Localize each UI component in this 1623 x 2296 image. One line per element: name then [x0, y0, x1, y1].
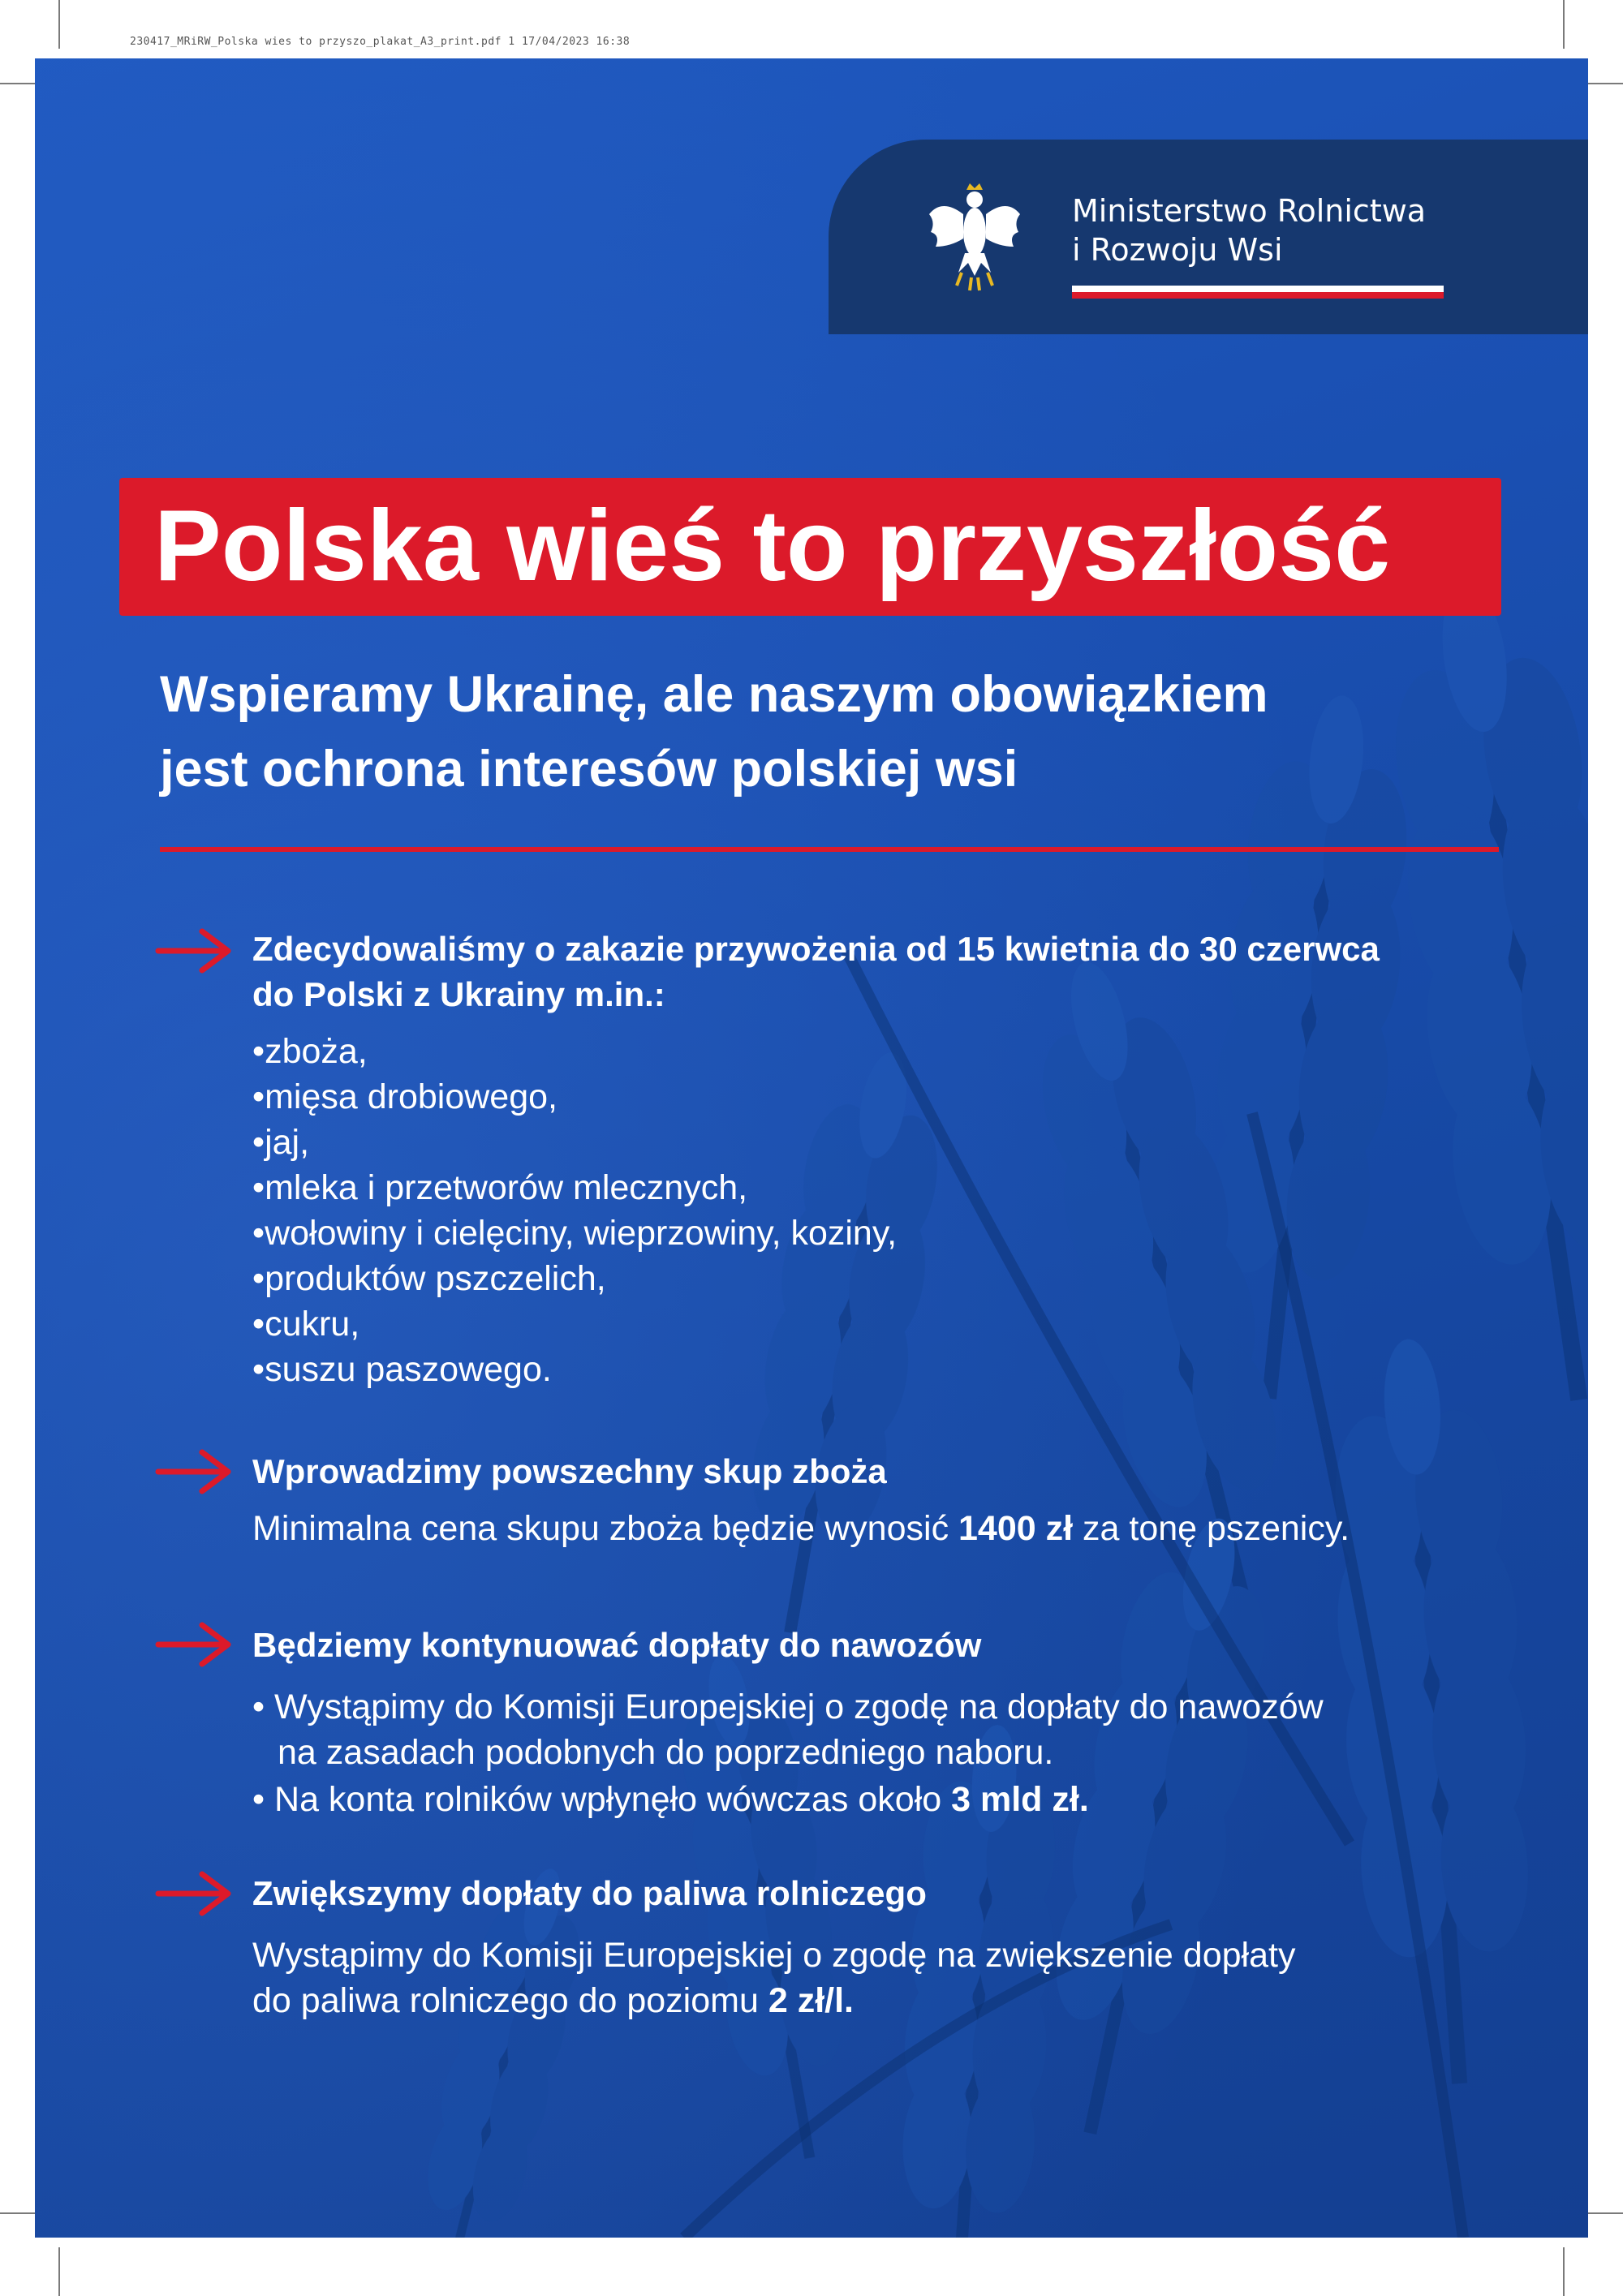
section-text: Minimalna cena skupu zboża będzie wynosić 1400 zł za tonę pszenicy. [252, 1509, 1350, 1548]
list-item: • cukru, [252, 1301, 897, 1347]
subtitle: Wspieramy Ukrainę, ale naszym obowiązkiem jest ochrona interesów polskiej wsi [160, 666, 1268, 798]
arrow-right-icon [155, 1447, 236, 1496]
section-text: na zasadach podobnych do poprzedniego naboru. [278, 1733, 1054, 1772]
section-text: Wystąpimy do Komisji Europejskiej o zgodę na zwiększenie dopłaty [252, 1936, 1296, 1975]
crop-mark [1563, 0, 1565, 49]
section-heading: Zdecydowaliśmy o zakazie przywożenia od 15 kwietnia do 30 czerwca [252, 930, 1380, 968]
title-banner [119, 478, 1501, 616]
print-info-header: 230417_MRiRW_Polska wies to przyszo_plakat_A3_print.pdf 1 17/04/2023 16:38 [130, 36, 631, 48]
section-heading: Zwiększymy dopłaty do paliwa rolniczego [252, 1874, 927, 1912]
section-text: • Wystąpimy do Komisji Europejskiej o zgodę na dopłaty do nawozów [252, 1688, 1324, 1726]
polish-flag-stripe [1072, 286, 1444, 299]
arrow-right-icon [155, 1620, 236, 1669]
arrow-right-icon [155, 927, 236, 975]
poster [35, 58, 1588, 2238]
polish-eagle-icon [926, 182, 1023, 295]
crop-mark [1563, 2247, 1565, 2296]
list-item: • jaj, [252, 1120, 897, 1165]
banned-goods-list [252, 1029, 897, 1392]
list-item: • suszu paszowego. [252, 1347, 897, 1392]
list-item: • mięsa drobiowego, [252, 1074, 897, 1120]
list-item: • produktów pszczelich, [252, 1256, 897, 1301]
crop-mark [58, 0, 60, 49]
section-heading: Będziemy kontynuować dopłaty do nawozów [252, 1626, 982, 1664]
list-item: • mleka i przetworów mlecznych, [252, 1165, 897, 1210]
list-item: • zboża, [252, 1029, 897, 1074]
crop-mark [58, 2247, 60, 2296]
ministry-name: Ministerstwo Rolnictwa i Rozwoju Wsi [1072, 193, 1427, 268]
arrow-right-icon [155, 1869, 236, 1918]
section-heading: Wprowadzimy powszechny skup zboża [252, 1452, 887, 1490]
section-text: do paliwa rolniczego do poziomu 2 zł/l. [252, 1981, 854, 2020]
list-item: • wołowiny i cielęciny, wieprzowiny, koziny, [252, 1210, 897, 1256]
divider [160, 847, 1499, 852]
ministry-logo-box [829, 140, 1588, 334]
section-heading: do Polski z Ukrainy m.in.: [252, 975, 665, 1013]
page-title: Polska wieś to przyszłość [154, 490, 1391, 602]
section-text: • Na konta rolników wpłynęło wówczas około 3 mld zł. [252, 1780, 1089, 1819]
